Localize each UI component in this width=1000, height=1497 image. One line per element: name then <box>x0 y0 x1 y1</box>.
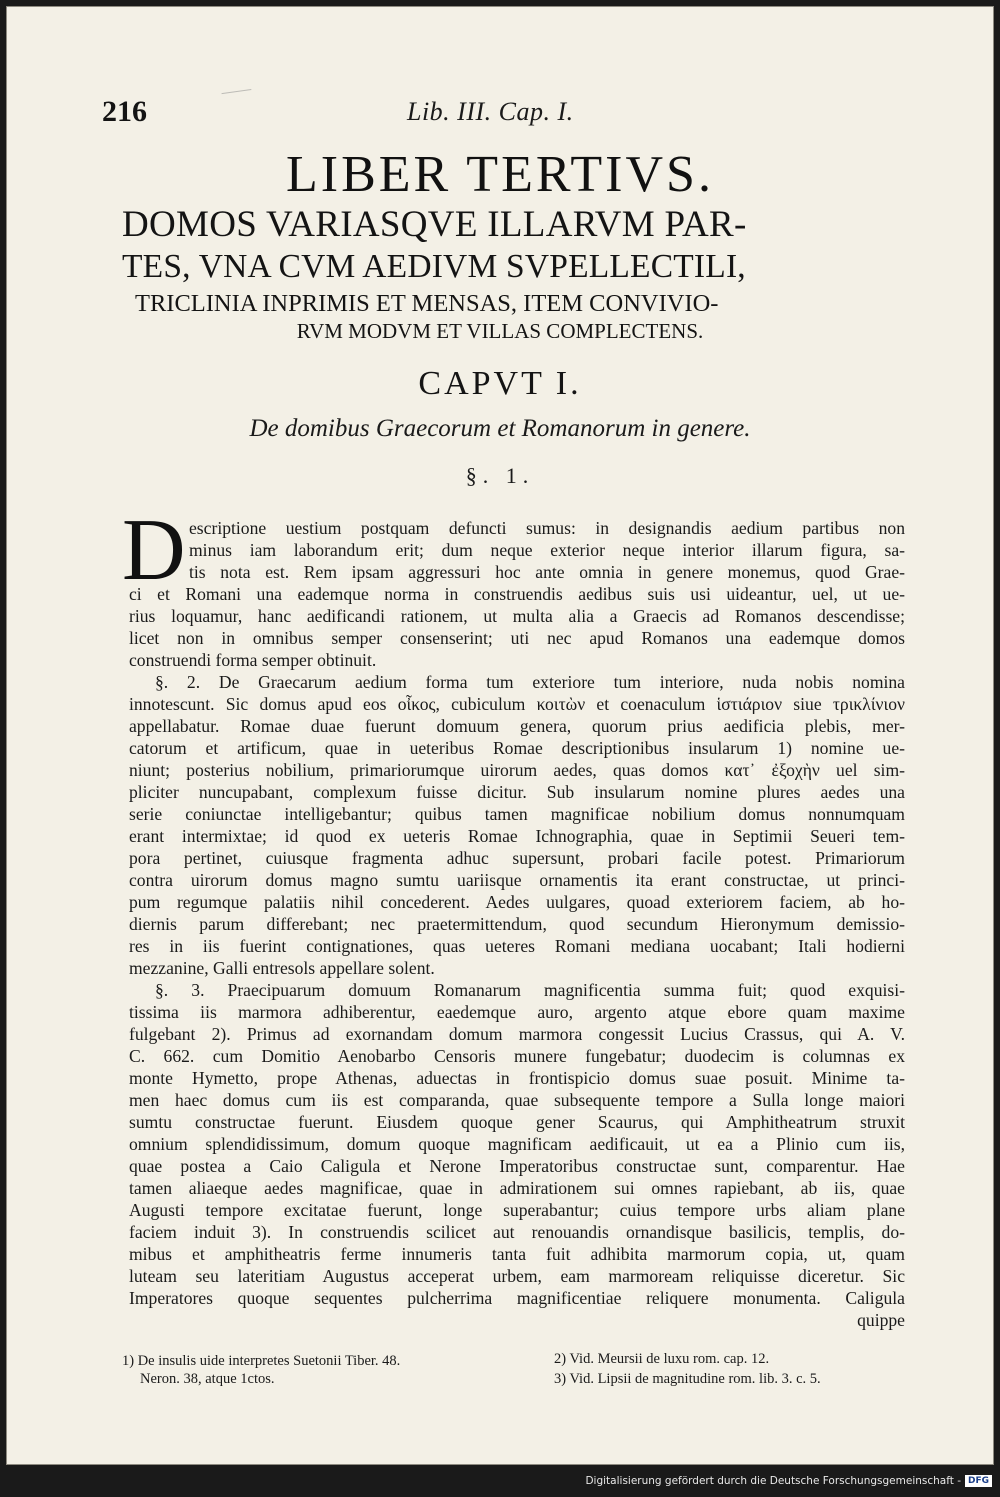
text-line: erant intermixtae; id quod ex ueteris Romae Ichnographia, quae in Septimii Seueri tem- <box>129 826 905 846</box>
text-line: licet non in omnibus semper consenserint; uti nec apud Romanos una eademque domos <box>129 628 905 648</box>
text-line: diernis parum differebant; nec praetermittendum, quod secundum Hieronymum demissio- <box>129 914 905 934</box>
running-head <box>7 91 993 131</box>
subtitle-line: DOMOS VARIASQVE ILLARVM PAR- <box>122 204 747 245</box>
text-line: res in iis fuerint contignationes, quas ueteres Romani mediana uocabant; Itali hodierni <box>129 936 905 956</box>
text-line: appellabatur. Romae duae fuerunt domuum genera, quorum prius aedificia plebis, mer- <box>129 716 905 736</box>
text-line: quae postea a Caio Caligula et Nerone Imperatoribus constructae sunt, comparentur. Hae <box>129 1156 905 1176</box>
footnote-1-continued: Neron. 38, atque 1ctos. <box>140 1371 275 1387</box>
text-line: §. 2. De Graecarum aedium forma tum exteriore tum interiore, nuda nobis nomina <box>155 672 905 692</box>
page-number: 216 <box>102 95 147 128</box>
text-line: fulgebant 2). Primus ad exornandam domum marmora congessit Lucius Crassus, qui A. V. <box>129 1024 905 1044</box>
text-line: escriptione uestium postquam defuncti sumus: in designandis aedium partibus non <box>189 518 905 538</box>
text-line: innotescunt. Sic domus apud eos οἶκος, cubiculum κοιτὼν et coenaculum ἱστιάριον siue τρικλίνιον <box>129 694 905 714</box>
text-line: mibus et amphitheatris ferme innumeris tanta fuit adhibita marmorum copia, ut, quam <box>129 1244 905 1264</box>
subtitle-line: RVM MODVM ET VILLAS COMPLECTENS. <box>296 319 704 343</box>
chapter-title: CAPVT I. <box>418 365 582 402</box>
catchword: quippe <box>857 1310 905 1330</box>
footnote-1: 1) De insulis uide interpretes Suetonii Tiber. 48. <box>122 1353 401 1369</box>
dfg-logo-icon: DFG <box>965 1475 992 1487</box>
text-line: Augusti tempore excitatae fuerunt, longe superabantur; cuius tempore urbs aliam plane <box>129 1200 905 1220</box>
digitization-credit-text: Digitalisierung gefördert durch die Deutsche Forschungsgemeinschaft - <box>585 1475 961 1487</box>
page-content <box>7 7 993 1464</box>
section-mark: §. 1. <box>465 463 535 488</box>
book-title: LIBER TERTIVS. <box>286 146 714 203</box>
text-line: contra uirorum domus magno sumtu uariisque ornamentis ita erant constructae, ut princi- <box>129 870 905 890</box>
text-line: §. 3. Praecipuarum domuum Romanarum magnificentia summa fuit; quod exquisi- <box>155 980 905 1000</box>
text-line: tis nota est. Rem ipsam aggressuri hoc ante omnia in genere monemus, quod Grae- <box>189 562 905 582</box>
text-line: niunt; posterius nobilium, primariorumque uirorum aedes, quas domos κατ᾽ ἐξοχὴν uel sim- <box>129 760 905 780</box>
text-line: tissima iis marmora adhiberentur, eaedemque auro, argento atque ebore quam maxime <box>129 1002 905 1022</box>
text-line: sumtu constructae fuerunt. Eiusdem quoque gener Scaurus, qui Amphitheatrum struxit <box>129 1112 905 1132</box>
text-line: luteam seu lateritiam Augustus acceperat urbem, eam marmoream reliquisse diceretur. Sic <box>129 1266 905 1286</box>
text-line: pum regumque palatiis nihil concederent. Aedes uulgares, quoad exteriorem faciem, ab ho- <box>129 892 905 912</box>
text-line: faciem induit 3). In construendis scilicet aut renouandis ornandisque basilicis, templis, do- <box>129 1222 905 1242</box>
chapter-reference: Lib. III. Cap. I. <box>407 97 574 126</box>
chapter-subtitle: De domibus Graecorum et Romanorum in genere. <box>249 415 751 442</box>
footnote-3: 3) Vid. Lipsii de magnitudine rom. lib. 3. c. 5. <box>554 1371 821 1387</box>
text-line: rius loquamur, hanc aedificandi rationem, ut multa alia a Graecis ad Romanos descendisse; <box>129 606 905 626</box>
text-line: omnium splendidissimum, domum quoque magnificam aedificauit, ut ea a Plinio cum iis, <box>129 1134 905 1154</box>
text-line: construendi forma semper obtinuit. <box>129 650 377 670</box>
text-line: ci et Romani una eademque norma in construendis aedibus suis usi uideantur, uel, ut ue- <box>129 584 905 604</box>
subtitle-line: TRICLINIA INPRIMIS ET MENSAS, ITEM CONVIVIO- <box>135 290 719 317</box>
text-line: C. 662. cum Domitio Aenobarbo Censoris munere fungebatur; duodecim is columnas ex <box>129 1046 905 1066</box>
text-line: serie coniunctae intelligebantur; quibus tamen magnificae nobilium domus nonnumquam <box>129 804 905 824</box>
text-line: minus iam laborandum erit; dum neque exterior neque interior illarum figura, sa- <box>189 540 905 560</box>
book-page <box>6 6 994 1465</box>
footnote-2: 2) Vid. Meursii de luxu rom. cap. 12. <box>554 1351 770 1367</box>
drop-cap: D <box>122 502 186 599</box>
text-line: men haec domus cum iis est comparanda, quae subsequente tempore a Sulla longe maiori <box>129 1090 905 1110</box>
text-line: mezzanine, Galli entresols appellare solent. <box>129 958 435 978</box>
text-line: pora pertinet, cuiusque fragmenta adhuc supersunt, probari facile potest. Primariorum <box>129 848 905 868</box>
text-line: catorum et artificum, quae in ueteribus Romae descriptionibus insularum 1) nomine ue- <box>129 738 905 758</box>
subtitle-line: TES, VNA CVM AEDIVM SVPELLECTILI, <box>122 248 746 285</box>
text-line: monte Hymetto, prope Athenas, aduectas in frontispicio domus suae posuit. Minime ta- <box>129 1068 905 1088</box>
footnotes <box>122 1345 912 1405</box>
text-line: tamen aliaeque aedes magnificae, quae in admirationem sui omnes rapiebant, ab iis, quae <box>129 1178 905 1198</box>
text-line: Imperatores quoque sequentes pulcherrima magnificentiae reliquere monumenta. Caligula <box>129 1288 905 1308</box>
digitization-credit <box>0 1475 992 1487</box>
text-line: pliciter nuncupabant, complexum fuisse dicitur. Sub insularum nomine plures aedes una <box>129 782 905 802</box>
